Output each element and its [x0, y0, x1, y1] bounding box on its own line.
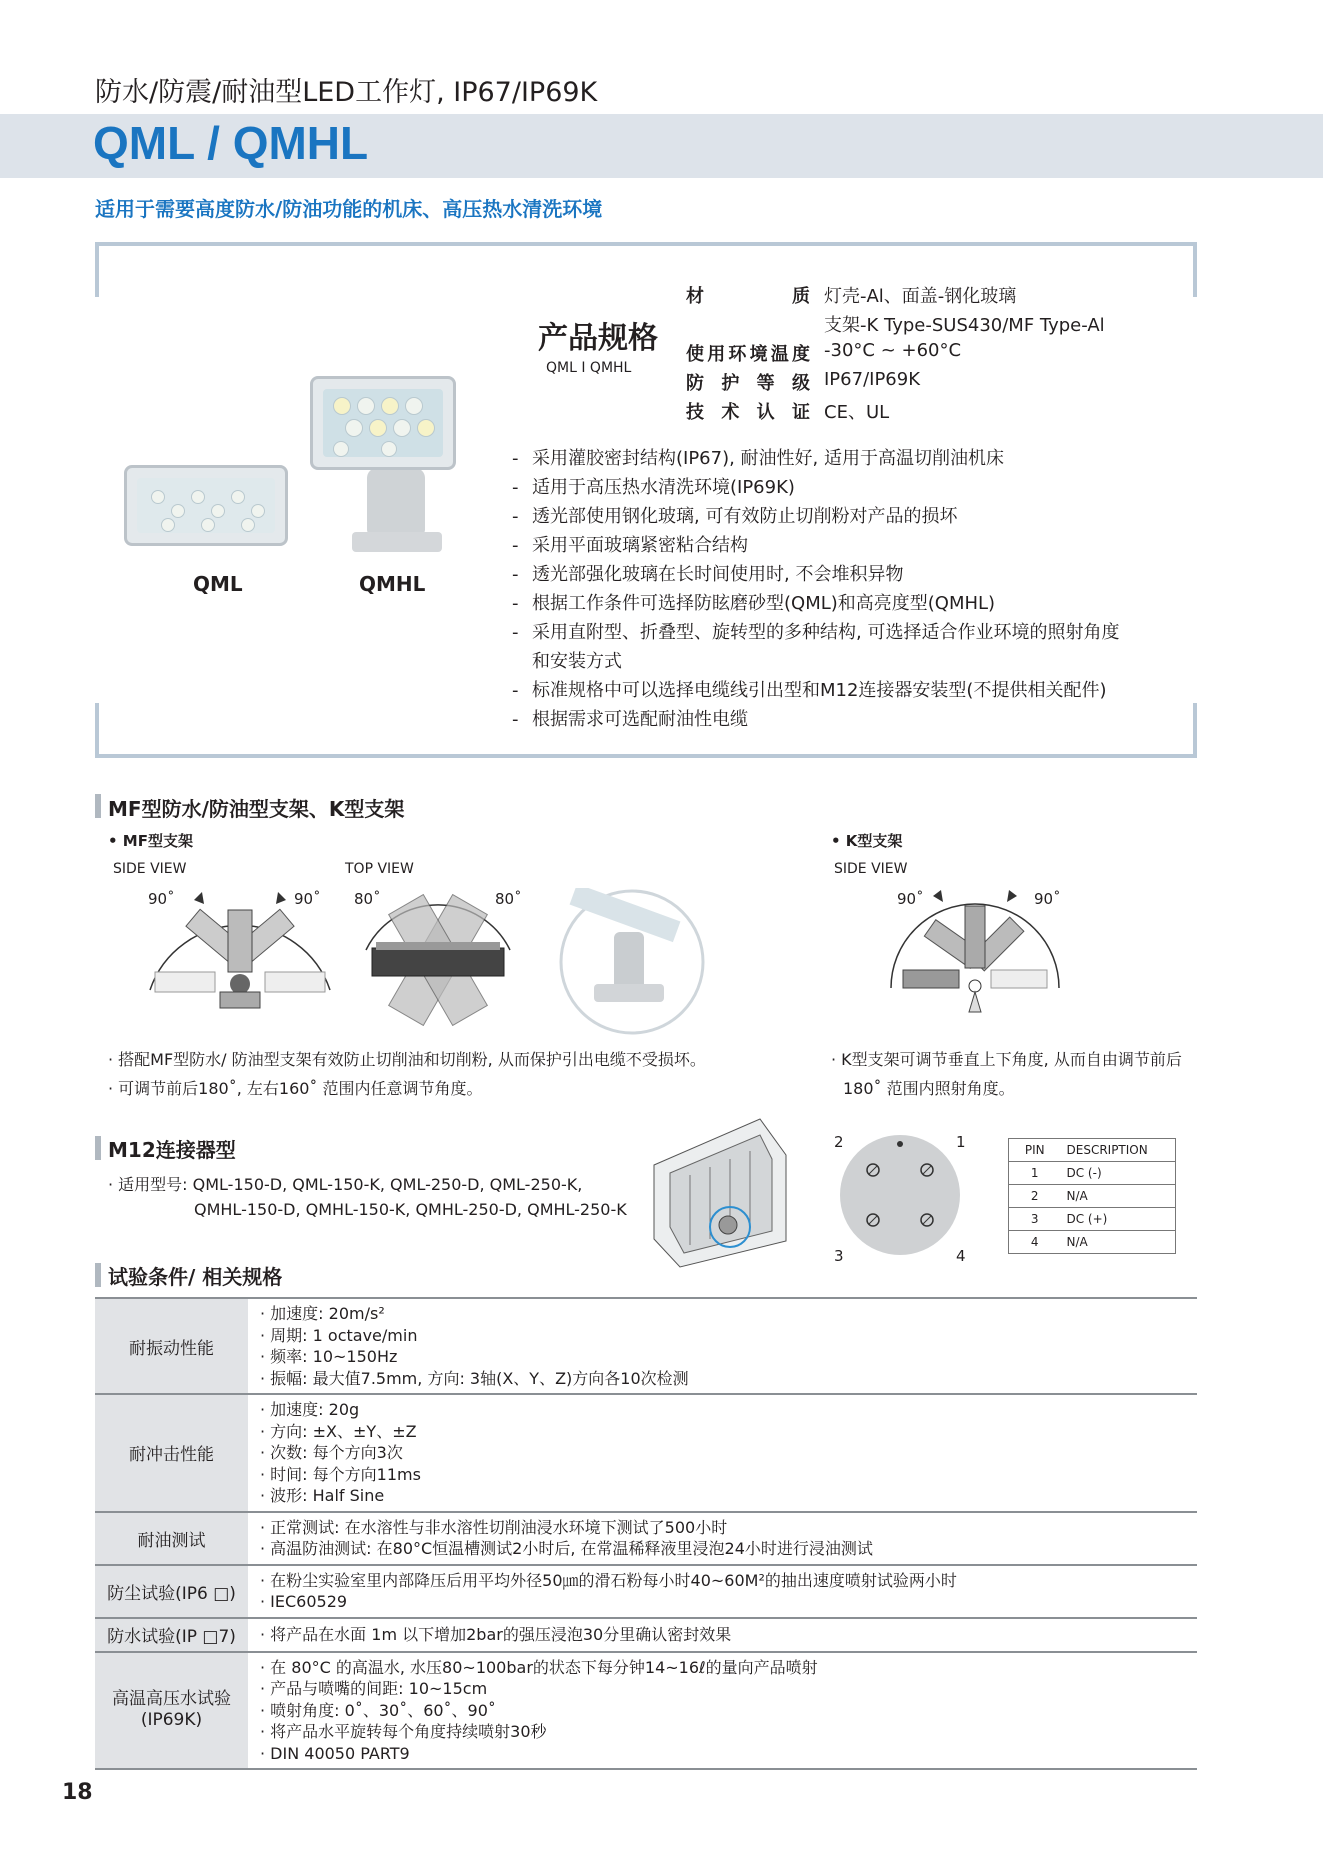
table-row [95, 1652, 1197, 1770]
feature-item: - 标准规格中可以选择电缆线引出型和M12连接器安装型(不提供相关配件) [512, 680, 1107, 701]
k-side-view-diagram [885, 890, 1065, 1020]
feature-item: - 采用平面玻璃紧密粘合结构 [512, 535, 748, 556]
spec-value-material: 灯壳-Al、面盖-钢化玻璃 [824, 286, 1017, 307]
angle-label: 90˚ [1034, 890, 1061, 908]
table-row [95, 1565, 1197, 1618]
spec-key-protection: 防护等级 [686, 373, 810, 394]
table-row [95, 1618, 1197, 1652]
pin-number: 3 [834, 1247, 844, 1265]
description-header: DESCRIPTION [1061, 1139, 1176, 1162]
m12-models-line: · 适用型号: QML-150-D, QML-150-K, QML-250-D, QML-250-K, [108, 1175, 583, 1194]
mf-top-view-diagram [358, 890, 518, 1030]
section-marker [95, 794, 101, 818]
table-row [1009, 1208, 1176, 1231]
table-row [95, 1298, 1197, 1394]
page-number: 18 [62, 1780, 93, 1805]
qmhl-lamp-image [310, 376, 456, 470]
mf-heading: • MF型支架 [108, 832, 193, 850]
k-note: 180˚ 范围内照射角度。 [843, 1079, 1015, 1098]
angle-label: 90˚ [294, 890, 321, 908]
pin-number: 2 [834, 1133, 844, 1151]
mf-bracket-closeup-image [558, 888, 706, 1036]
test-detail-cell: · 将产品在水面 1m 以下增加2bar的强压浸泡30分里确认密封效果 [260, 1624, 732, 1644]
angle-label: 90˚ [897, 890, 924, 908]
qmhl-base-image [352, 532, 442, 552]
description-cell: DC (-) [1061, 1162, 1176, 1185]
mf-note: · 可调节前后180˚, 左右160˚ 范围内任意调节角度。 [108, 1079, 483, 1098]
test-name-cell: 防尘试验(IP6 □) [95, 1565, 248, 1618]
test-detail-cell: · 加速度: 20m/s² · 周期: 1 octave/min · 频率: 10~150Hz · 振幅: 最大值7.5mm, 方向: 3轴(X、Y、Z)方向各10次检测 [260, 1304, 689, 1388]
spec-key-certification: 技术认证 [686, 402, 810, 423]
feature-item: - 采用直附型、折叠型、旋转型的多种结构, 可选择适合作业环境的照射角度 [512, 622, 1120, 643]
test-name-cell: 高温高压水试验 (IP69K) [95, 1652, 248, 1770]
feature-item: - 采用灌胶密封结构(IP67), 耐油性好, 适用于高温切削油机床 [512, 448, 1004, 469]
angle-label: 90˚ [148, 890, 175, 908]
test-section-title: 试验条件/ 相关规格 [108, 1265, 283, 1289]
pin-number: 1 [956, 1133, 966, 1151]
spec-value-certification: CE、UL [824, 402, 890, 423]
mf-side-view-diagram [140, 890, 340, 1020]
feature-item: - 透光部使用钢化玻璃, 可有效防止切削粉对产品的损坏 [512, 506, 958, 527]
k-side-view-label: SIDE VIEW [834, 861, 908, 877]
table-row [1009, 1162, 1176, 1185]
pin-table-header [1009, 1139, 1176, 1162]
test-name-cell: 耐油测试 [95, 1512, 248, 1565]
feature-item: - 根据工作条件可选择防眩磨砂型(QML)和高亮度型(QMHL) [512, 593, 996, 614]
header-subtitle: 防水/防震/耐油型LED工作灯, IP67/IP69K [95, 77, 598, 108]
feature-item: - 透光部强化玻璃在长时间使用时, 不会堆积异物 [512, 564, 904, 585]
table-row [95, 1512, 1197, 1565]
description-cell: DC (+) [1061, 1208, 1176, 1231]
spec-key-temperature: 使用环境温度 [686, 344, 810, 365]
pin-header: PIN [1009, 1139, 1061, 1162]
qml-lamp-image [124, 465, 288, 546]
test-detail-cell: · 正常测试: 在水溶性与非水溶性切削油浸水环境下测试了500小时 · 高温防油测试: 在80°C恒温槽测试2小时后, 在常温稀释液里浸泡24小时进行浸油测试 [260, 1517, 873, 1558]
test-name-cell: 防水试验(IP □7) [95, 1618, 248, 1652]
spec-value-protection: IP67/IP69K [824, 369, 921, 390]
box-frame-top [95, 242, 1197, 297]
k-note: · K型支架可调节垂直上下角度, 从而自由调节前后 [831, 1050, 1182, 1069]
section-marker [95, 1136, 101, 1160]
spec-subtitle: QML Ι QMHL [546, 360, 632, 376]
mf-side-view-label: SIDE VIEW [113, 861, 187, 877]
qmhl-label: QMHL [359, 572, 426, 596]
qmhl-mount-image [367, 468, 425, 534]
test-name-cell: 耐冲击性能 [95, 1394, 248, 1512]
table-row [1009, 1231, 1176, 1254]
spec-key-material: 材质 [686, 286, 810, 307]
m12-connector-lamp-image [650, 1115, 790, 1270]
feature-item: - 适用于高压热水清洗环境(IP69K) [512, 477, 795, 498]
qml-label: QML [193, 572, 243, 596]
test-detail-cell: · 在 80°C 的高温水, 水压80~100bar的状态下每分钟14~16ℓ的量向产品喷射 · 产品与喷嘴的间距: 10~15cm · 喷射角度: 0˚、30˚、60˚、90˚ · 将产品水平旋转每个角度持续喷射30秒 · DIN 40050 PART9 [260, 1657, 818, 1763]
tagline: 适用于需要高度防水/防油功能的机床、高压热水清洗环境 [95, 197, 603, 221]
feature-item: - 根据需求可选配耐油性电缆 [512, 709, 748, 730]
angle-label: 80˚ [354, 890, 381, 908]
pin-cell: 3 [1009, 1208, 1061, 1231]
m12-models-line: QMHL-150-D, QMHL-150-K, QMHL-250-D, QMHL-250-K [194, 1200, 627, 1219]
pin-cell: 4 [1009, 1231, 1061, 1254]
mf-top-view-label: TOP VIEW [345, 861, 414, 877]
pin-table [1008, 1138, 1176, 1254]
pin-cell: 2 [1009, 1185, 1061, 1208]
feature-item-continued: 和安装方式 [532, 651, 622, 672]
spec-title: 产品规格 [538, 321, 658, 356]
table-row [1009, 1185, 1176, 1208]
bracket-section-title: MF型防水/防油型支架、K型支架 [108, 797, 405, 821]
spec-value-temperature: -30°C ~ +60°C [824, 340, 962, 361]
pin-cell: 1 [1009, 1162, 1061, 1185]
table-row [95, 1394, 1197, 1512]
test-detail-cell: · 在粉尘实验室里内部降压后用平均外径50㎛的滑石粉每小时40~60M²的抽出速度喷射试验两小时 · IEC60529 [260, 1570, 957, 1611]
test-name-cell: 耐振动性能 [95, 1298, 248, 1394]
k-heading: • K型支架 [831, 832, 903, 850]
page-title: QML / QMHL [93, 117, 369, 169]
spec-value-material-2: 支架-K Type-SUS430/MF Type-Al [824, 315, 1105, 336]
m12-section-title: M12连接器型 [108, 1138, 236, 1162]
pin-number: 4 [956, 1247, 966, 1265]
test-conditions-table [95, 1297, 1197, 1770]
mf-note: · 搭配MF型防水/ 防油型支架有效防止切削油和切削粉, 从而保护引出电缆不受损坏。 [108, 1050, 706, 1069]
description-cell: N/A [1061, 1231, 1176, 1254]
angle-label: 80˚ [495, 890, 522, 908]
section-marker [95, 1263, 101, 1287]
test-detail-cell: · 加速度: 20g · 方向: ±X、±Y、±Z · 次数: 每个方向3次 · 时间: 每个方向11ms · 波形: Half Sine [260, 1400, 421, 1505]
m12-pinout-diagram [835, 1130, 965, 1260]
description-cell: N/A [1061, 1185, 1176, 1208]
